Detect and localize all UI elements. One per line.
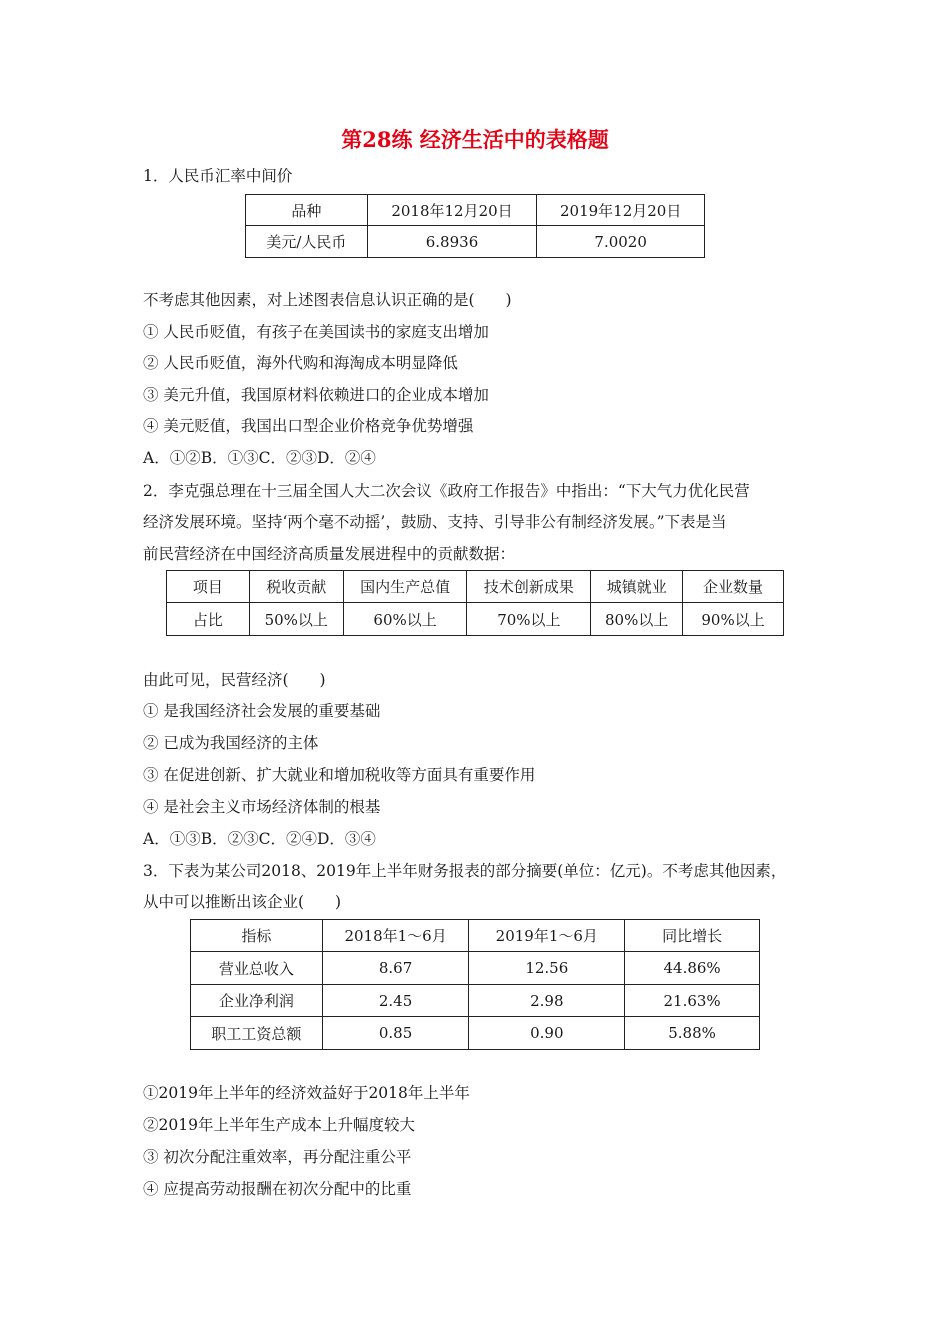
table-header-cell: 同比增长 [625,920,760,952]
q2-option-1: ① 是我国经济社会发展的重要基础 [143,702,381,720]
q3-intro-line-1: 3．下表为某公司2018、2019年上半年财务报表的部分摘要(单位：亿元)。不考虑其他因素， [143,862,787,880]
q3-option-2: ②2019年上半年生产成本上升幅度较大 [143,1116,415,1134]
table-cell: 70%以上 [467,603,591,636]
q3-option-1: ①2019年上半年的经济效益好于2018年上半年 [143,1084,470,1102]
q1-option-4: ④ 美元贬值，我国出口型企业价格竞争优势增强 [143,417,474,435]
table-cell: 占比 [167,603,250,636]
table-cell: 12.56 [469,952,625,985]
table-row [191,952,760,985]
q2-stem: 由此可见，民营经济( ) [143,671,326,689]
table-cell: 8.67 [322,952,469,985]
q1-option-2: ② 人民币贬值，海外代购和海淘成本明显降低 [143,354,458,372]
table-header-cell: 国内生产总值 [343,571,467,603]
table-row [246,226,705,258]
q2-intro-line-2: 经济发展环境。坚持‘两个毫不动摇’，鼓励、支持、引导非公有制经济发展。”下表是当 [143,513,727,531]
q1-exchange-rate-table [245,194,705,258]
table-cell: 6.8936 [367,226,537,258]
q2-answer-choices: A．①③B．②③C．②④D．③④ [143,830,376,848]
q2-intro-line-1: 2．李克强总理在十三届全国人大二次会议《政府工作报告》中指出：“下大气力优化民营 [143,482,750,500]
table-cell: 营业总收入 [191,952,323,985]
table-cell: 21.63% [625,985,760,1017]
q1-answer-choices: A．①②B．①③C．②③D．②④ [143,449,376,467]
q1-heading: 1．人民币汇率中间价 [143,167,293,185]
table-row [191,985,760,1017]
table-header-cell: 2019年1～6月 [469,920,625,952]
q2-option-3: ③ 在促进创新、扩大就业和增加税收等方面具有重要作用 [143,766,536,784]
table-header-cell: 品种 [246,195,368,226]
table-header-cell: 城镇就业 [591,571,683,603]
table-header-cell: 指标 [191,920,323,952]
q2-option-4: ④ 是社会主义市场经济体制的根基 [143,798,381,816]
table-header-cell: 税收贡献 [249,571,343,603]
table-row [191,1017,760,1050]
table-cell: 80%以上 [591,603,683,636]
table-header-cell: 项目 [167,571,250,603]
table-cell: 0.85 [322,1017,469,1050]
table-cell: 2.45 [322,985,469,1017]
q3-option-3: ③ 初次分配注重效率，再分配注重公平 [143,1148,412,1166]
table-header-row [191,920,760,952]
q1-stem: 不考虑其他因素，对上述图表信息认识正确的是( ) [143,291,512,309]
table-header-cell: 企业数量 [683,571,784,603]
table-header-cell: 2018年1～6月 [322,920,469,952]
q3-financial-table [190,919,760,1050]
table-cell: 2.98 [469,985,625,1017]
table-header-row [246,195,705,226]
table-cell: 50%以上 [249,603,343,636]
q1-option-1: ① 人民币贬值，有孩子在美国读书的家庭支出增加 [143,323,489,341]
table-cell: 美元/人民币 [246,226,368,258]
q3-option-4: ④ 应提高劳动报酬在初次分配中的比重 [143,1180,412,1198]
table-cell: 60%以上 [343,603,467,636]
table-row [167,603,784,636]
q2-contribution-table [166,570,784,636]
table-header-cell: 2018年12月20日 [367,195,537,226]
page-title: 第28练 经济生活中的表格题 [341,127,609,152]
q2-intro-line-3: 前民营经济在中国经济高质量发展进程中的贡献数据： [143,545,516,563]
table-cell: 企业净利润 [191,985,323,1017]
table-cell: 0.90 [469,1017,625,1050]
table-cell: 职工工资总额 [191,1017,323,1050]
table-cell: 44.86% [625,952,760,985]
table-header-row [167,571,784,603]
table-cell: 90%以上 [683,603,784,636]
table-header-cell: 技术创新成果 [467,571,591,603]
q2-option-2: ② 已成为我国经济的主体 [143,734,319,752]
table-cell: 7.0020 [537,226,705,258]
q1-option-3: ③ 美元升值，我国原材料依赖进口的企业成本增加 [143,386,489,404]
table-header-cell: 2019年12月20日 [537,195,705,226]
table-cell: 5.88% [625,1017,760,1050]
q3-intro-line-2: 从中可以推断出该企业( ) [143,893,342,911]
